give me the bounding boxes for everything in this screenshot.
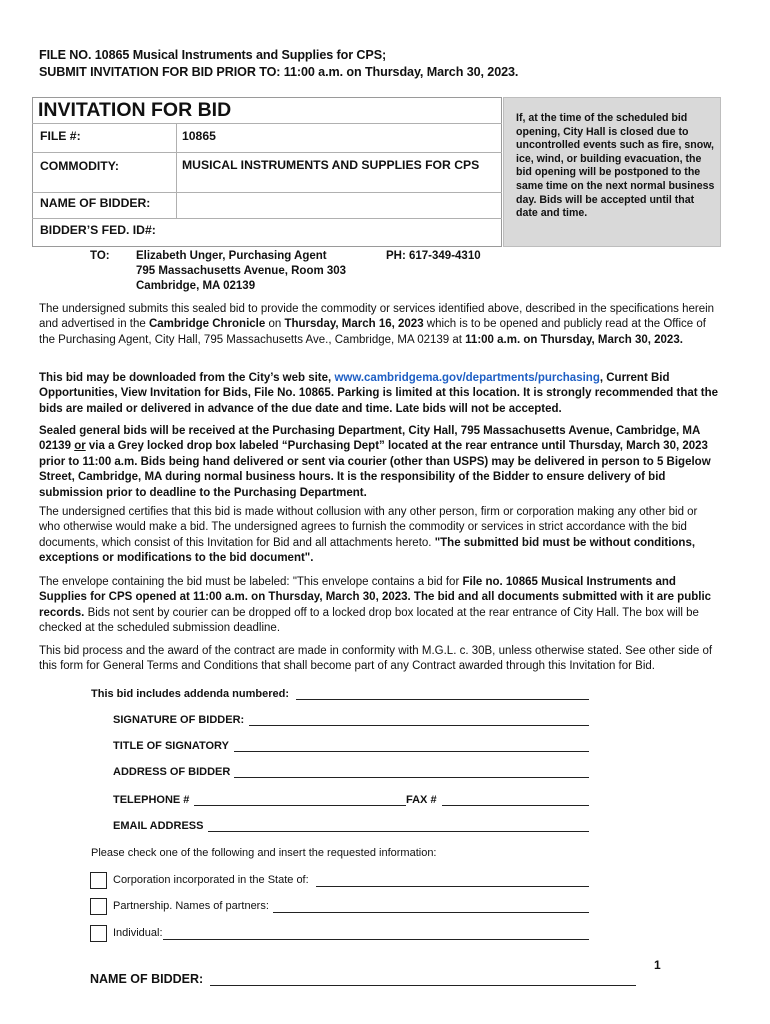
signature-field[interactable] — [249, 725, 589, 726]
file-number-value: 10865 — [182, 129, 216, 143]
p2-text: , Current Bid Opportunities, View Invitation for Bids, File No. 10865. Parking is limited at this location. It is strongly recommended that the bids are mailed or delivered in advance of the due date and time. Late bids will not be accepted. — [39, 372, 719, 415]
p3-text: via a Grey locked drop box labeled “Purchasing Dept” located at the rear entrance until Thursday, March 30, 2023 prior to 11:00 a.m. Bids being hand delivered or sent via courier (other than USPS) may be delivered in person to 5 Bigelow Street, Cambridge, MA during normal business hours. It is the responsibility of the Bidder to ensure delivery of bid submission prior to deadline to the Purchasing Department. — [39, 440, 711, 499]
newspaper-name: Cambridge Chronicle — [148, 318, 266, 331]
delivery-paragraph — [39, 424, 721, 501]
corporation-option-label: Corporation incorporated in the State of: — [113, 874, 309, 886]
commodity-label: COMMODITY: — [40, 159, 119, 173]
partnership-checkbox[interactable] — [90, 898, 107, 915]
or-underlined: or — [74, 440, 86, 453]
p1-text: which is to be opened and publicly read at the Office of the Purchasing Agent, City Hall, 795 Massachusetts Ave., Cambridge, MA 02139 at — [39, 318, 706, 346]
fax-label: FAX # — [406, 794, 437, 806]
table-divider — [32, 192, 502, 193]
corporation-checkbox[interactable] — [90, 872, 107, 889]
envelope-paragraph — [39, 575, 721, 637]
check-instruction: Please check one of the following and insert the requested information: — [91, 847, 437, 859]
p5-text: Bids not sent by courier can be dropped off to a locked drop box located at the rear entrance of City Hall. The box will be checked at the scheduled submission deadline. — [39, 606, 699, 635]
address-field[interactable] — [234, 777, 589, 778]
telephone-label: TELEPHONE # — [113, 794, 190, 806]
p1-text: on — [265, 318, 285, 331]
footer-bidder-label: NAME OF BIDDER: — [90, 972, 204, 986]
email-field[interactable] — [208, 831, 589, 832]
purchasing-website-link[interactable]: www.cambridgema.gov/departments/purchasing — [334, 372, 600, 384]
p2-text: This bid may be downloaded from the City’s web site, — [39, 372, 335, 384]
table-divider — [32, 218, 502, 219]
envelope-label-text: File no. 10865 Musical Instruments and Supplies for CPS opened at 11:00 a.m. on Thursday, March 30, 2023. The bid and all documents submitted with it are public records. — [39, 576, 712, 619]
partnership-option-label: Partnership. Names of partners: — [113, 900, 269, 912]
bidder-name-label: NAME OF BIDDER: — [40, 196, 151, 210]
fax-field[interactable] — [442, 805, 589, 806]
signature-label: SIGNATURE OF BIDDER: — [113, 714, 245, 726]
download-paragraph — [39, 371, 721, 417]
table-column-divider — [176, 123, 177, 218]
telephone-field[interactable] — [194, 805, 406, 806]
p1-text: The undersigned submits this sealed bid to provide the commodity or services identified above, described in the specifications herein and advertised in the — [39, 303, 715, 331]
partners-names-field[interactable] — [273, 912, 589, 913]
conformity-paragraph: This bid process and the award of the contract are made in conformity with M.G.L. c. 30B, unless otherwise stated. See other side of this form for General Terms and Conditions that shall become part of any Contract awarded through this Invitation for Bid. — [39, 645, 713, 673]
file-number-label: FILE #: — [40, 129, 81, 143]
closure-notice-box — [503, 97, 721, 247]
table-divider — [32, 152, 502, 153]
p3-text: Sealed general bids will be received at the Purchasing Department, City Hall, 795 Massachusetts Avenue, Cambridge, MA 02139 — [39, 425, 700, 453]
corporation-state-field[interactable] — [316, 886, 589, 887]
email-label: EMAIL ADDRESS — [113, 820, 204, 832]
file-header-line1: FILE NO. 10865 Musical Instruments and Supplies for CPS; — [39, 48, 387, 62]
purchasing-agent-name: Elizabeth Unger, Purchasing Agent — [136, 250, 327, 262]
title-of-signatory-field[interactable] — [234, 751, 589, 752]
addenda-field[interactable] — [296, 699, 589, 700]
title-of-signatory-label: TITLE OF SIGNATORY — [113, 740, 229, 752]
certification-paragraph — [39, 505, 721, 567]
advertised-date: Thursday, March 16, 2023 — [284, 318, 424, 331]
agent-phone: PH: 617-349-4310 — [386, 250, 481, 262]
individual-checkbox[interactable] — [90, 925, 107, 942]
addenda-label: This bid includes addenda numbered: — [91, 688, 290, 700]
address-label: ADDRESS OF BIDDER — [113, 766, 231, 778]
commodity-value: MUSICAL INSTRUMENTS AND SUPPLIES FOR CPS — [182, 158, 480, 172]
submission-paragraph — [39, 302, 721, 348]
agent-city-address: Cambridge, MA 02139 — [136, 280, 256, 292]
table-divider — [32, 123, 502, 124]
agent-street-address: 795 Massachusetts Avenue, Room 303 — [136, 265, 347, 277]
p5-text: The envelope containing the bid must be labeled: "This envelope contains a bid for — [39, 576, 463, 588]
submit-deadline-header: SUBMIT INVITATION FOR BID PRIOR TO: 11:00 a.m. on Thursday, March 30, 2023. — [39, 65, 519, 79]
invitation-title: INVITATION FOR BID — [38, 99, 232, 121]
individual-field[interactable] — [163, 939, 589, 940]
no-conditions-statement: "The submitted bid must be without conditions, exceptions or modifications to the bid document". — [39, 536, 696, 565]
page-number: 1 — [654, 958, 661, 972]
bidder-fed-id-label: BIDDER’S FED. ID#: — [40, 223, 156, 237]
footer-bidder-field[interactable] — [210, 985, 636, 986]
to-label: TO: — [90, 250, 110, 262]
individual-option-label: Individual: — [113, 927, 163, 939]
p4-text: The undersigned certifies that this bid is made without collusion with any other person, firm or corporation making any other bid or who otherwise would make a bid. The undersigned agrees to furnish the commodity or services in strict accordance with the bid documents, which consist of this Invitation for Bid and all attachments hereto. — [39, 506, 698, 549]
closure-notice-text: If, at the time of the scheduled bid opening, City Hall is closed due to uncontrolled events such as fire, snow, ice, wind, or building evacuation, the bid opening will be postponed to the same time on the next normal business day. Bids will be accepted until that date and time. — [516, 112, 715, 220]
opening-datetime: 11:00 a.m. on Thursday, March 30, 2023. — [465, 333, 683, 346]
